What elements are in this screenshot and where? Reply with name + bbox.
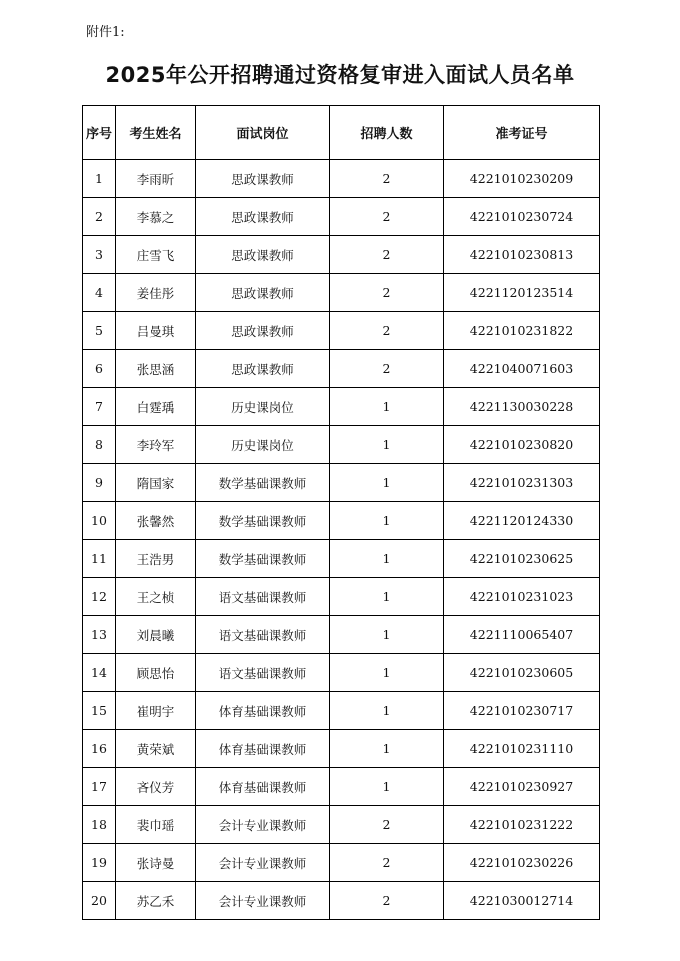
cell-recruit-count: 1 (330, 768, 444, 806)
cell-candidate-name: 隋国家 (116, 464, 196, 502)
table-row (83, 236, 600, 274)
cell-serial-number: 7 (83, 388, 116, 426)
cell-candidate-name: 黄荣斌 (116, 730, 196, 768)
cell-serial-number: 11 (83, 540, 116, 578)
cell-recruit-count: 1 (330, 730, 444, 768)
cell-interview-position: 思政课教师 (196, 160, 330, 198)
cell-interview-position: 会计专业课教师 (196, 806, 330, 844)
cell-candidate-name: 张诗曼 (116, 844, 196, 882)
table-header-row (83, 106, 600, 160)
cell-candidate-name: 白霆瑀 (116, 388, 196, 426)
cell-recruit-count: 1 (330, 616, 444, 654)
header-candidate-name: 考生姓名 (116, 106, 196, 160)
table-row (83, 274, 600, 312)
table-row (83, 806, 600, 844)
cell-candidate-name: 刘晨曦 (116, 616, 196, 654)
cell-candidate-name: 李慕之 (116, 198, 196, 236)
cell-serial-number: 18 (83, 806, 116, 844)
cell-serial-number: 20 (83, 882, 116, 920)
table-row (83, 312, 600, 350)
cell-candidate-name: 姜佳彤 (116, 274, 196, 312)
cell-candidate-name: 王之桢 (116, 578, 196, 616)
cell-candidate-name: 李玲军 (116, 426, 196, 464)
cell-candidate-name: 顾思怡 (116, 654, 196, 692)
cell-admission-ticket: 4221120123514 (444, 274, 600, 312)
cell-interview-position: 历史课岗位 (196, 426, 330, 464)
cell-candidate-name: 吕曼琪 (116, 312, 196, 350)
cell-serial-number: 9 (83, 464, 116, 502)
cell-candidate-name: 李雨昕 (116, 160, 196, 198)
cell-admission-ticket: 4221010231303 (444, 464, 600, 502)
cell-serial-number: 13 (83, 616, 116, 654)
table-row (83, 388, 600, 426)
cell-serial-number: 8 (83, 426, 116, 464)
cell-admission-ticket: 4221120124330 (444, 502, 600, 540)
cell-interview-position: 体育基础课教师 (196, 730, 330, 768)
cell-candidate-name: 崔明宇 (116, 692, 196, 730)
cell-admission-ticket: 4221010230226 (444, 844, 600, 882)
cell-admission-ticket: 4221040071603 (444, 350, 600, 388)
cell-admission-ticket: 4221010231222 (444, 806, 600, 844)
document-title: 2025年公开招聘通过资格复审进入面试人员名单 (105, 63, 575, 87)
cell-candidate-name: 苏乙禾 (116, 882, 196, 920)
cell-recruit-count: 1 (330, 426, 444, 464)
cell-serial-number: 2 (83, 198, 116, 236)
table-row (83, 882, 600, 920)
table-row (83, 464, 600, 502)
table-row (83, 426, 600, 464)
cell-admission-ticket: 4221010230820 (444, 426, 600, 464)
attachment-label: 附件1: (86, 25, 125, 40)
cell-serial-number: 16 (83, 730, 116, 768)
cell-admission-ticket: 4221110065407 (444, 616, 600, 654)
cell-interview-position: 体育基础课教师 (196, 692, 330, 730)
cell-serial-number: 19 (83, 844, 116, 882)
cell-recruit-count: 2 (330, 274, 444, 312)
cell-admission-ticket: 4221010230724 (444, 198, 600, 236)
cell-recruit-count: 2 (330, 882, 444, 920)
table-row (83, 844, 600, 882)
cell-recruit-count: 2 (330, 844, 444, 882)
header-serial-number: 序号 (83, 106, 116, 160)
cell-admission-ticket: 4221010230209 (444, 160, 600, 198)
cell-interview-position: 语文基础课教师 (196, 616, 330, 654)
cell-serial-number: 5 (83, 312, 116, 350)
cell-interview-position: 语文基础课教师 (196, 578, 330, 616)
header-recruit-count: 招聘人数 (330, 106, 444, 160)
cell-interview-position: 数学基础课教师 (196, 464, 330, 502)
cell-serial-number: 14 (83, 654, 116, 692)
cell-admission-ticket: 4221010230927 (444, 768, 600, 806)
table-row (83, 730, 600, 768)
header-interview-position: 面试岗位 (196, 106, 330, 160)
cell-recruit-count: 1 (330, 502, 444, 540)
cell-admission-ticket: 4221010231110 (444, 730, 600, 768)
cell-recruit-count: 1 (330, 692, 444, 730)
table-row (83, 578, 600, 616)
table-row (83, 692, 600, 730)
table-row (83, 198, 600, 236)
cell-recruit-count: 2 (330, 160, 444, 198)
cell-recruit-count: 1 (330, 578, 444, 616)
table-body (83, 160, 600, 920)
cell-serial-number: 10 (83, 502, 116, 540)
cell-recruit-count: 2 (330, 312, 444, 350)
cell-interview-position: 会计专业课教师 (196, 844, 330, 882)
cell-recruit-count: 2 (330, 806, 444, 844)
cell-interview-position: 会计专业课教师 (196, 882, 330, 920)
cell-interview-position: 思政课教师 (196, 312, 330, 350)
table-row (83, 502, 600, 540)
cell-candidate-name: 庄雪飞 (116, 236, 196, 274)
cell-serial-number: 1 (83, 160, 116, 198)
table-row (83, 350, 600, 388)
cell-candidate-name: 裴巾瑶 (116, 806, 196, 844)
cell-admission-ticket: 4221130030228 (444, 388, 600, 426)
cell-interview-position: 思政课教师 (196, 350, 330, 388)
cell-serial-number: 4 (83, 274, 116, 312)
cell-interview-position: 历史课岗位 (196, 388, 330, 426)
cell-recruit-count: 1 (330, 654, 444, 692)
table-row (83, 616, 600, 654)
cell-interview-position: 数学基础课教师 (196, 540, 330, 578)
cell-serial-number: 6 (83, 350, 116, 388)
table-row (83, 654, 600, 692)
cell-recruit-count: 2 (330, 350, 444, 388)
cell-serial-number: 17 (83, 768, 116, 806)
cell-interview-position: 思政课教师 (196, 198, 330, 236)
cell-recruit-count: 2 (330, 198, 444, 236)
cell-interview-position: 思政课教师 (196, 236, 330, 274)
cell-interview-position: 数学基础课教师 (196, 502, 330, 540)
table-row (83, 768, 600, 806)
cell-candidate-name: 张思涵 (116, 350, 196, 388)
cell-serial-number: 12 (83, 578, 116, 616)
table-row (83, 540, 600, 578)
cell-recruit-count: 1 (330, 388, 444, 426)
cell-admission-ticket: 4221010230625 (444, 540, 600, 578)
cell-admission-ticket: 4221010231822 (444, 312, 600, 350)
cell-candidate-name: 王浩男 (116, 540, 196, 578)
cell-admission-ticket: 4221010230605 (444, 654, 600, 692)
cell-admission-ticket: 4221010231023 (444, 578, 600, 616)
table-row (83, 160, 600, 198)
cell-recruit-count: 1 (330, 540, 444, 578)
cell-interview-position: 体育基础课教师 (196, 768, 330, 806)
cell-admission-ticket: 4221010230813 (444, 236, 600, 274)
cell-admission-ticket: 4221030012714 (444, 882, 600, 920)
cell-serial-number: 3 (83, 236, 116, 274)
cell-interview-position: 语文基础课教师 (196, 654, 330, 692)
cell-serial-number: 15 (83, 692, 116, 730)
candidate-table (82, 105, 600, 920)
cell-recruit-count: 2 (330, 236, 444, 274)
cell-candidate-name: 吝仪芳 (116, 768, 196, 806)
cell-interview-position: 思政课教师 (196, 274, 330, 312)
cell-candidate-name: 张馨然 (116, 502, 196, 540)
cell-admission-ticket: 4221010230717 (444, 692, 600, 730)
cell-recruit-count: 1 (330, 464, 444, 502)
header-admission-ticket: 准考证号 (444, 106, 600, 160)
